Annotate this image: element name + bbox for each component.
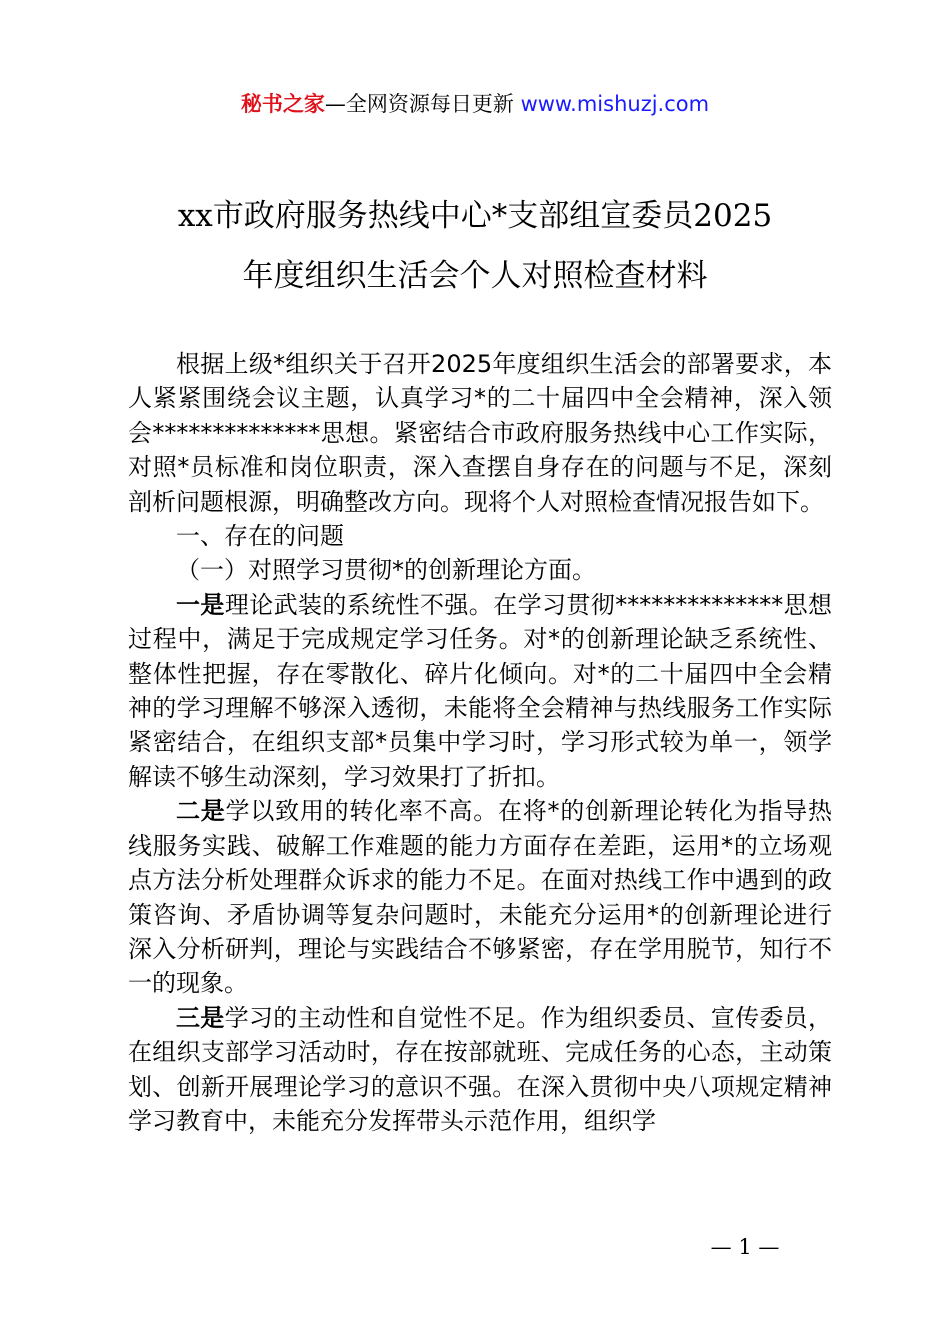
document-body bbox=[128, 347, 832, 1138]
site-tagline: —全网资源每日更新 bbox=[324, 92, 521, 116]
title-line-2: 年度组织生活会个人对照检查材料 bbox=[242, 258, 708, 294]
point-1-lead: 一是 bbox=[176, 590, 225, 619]
document-title bbox=[100, 186, 850, 306]
intro-paragraph: 根据上级*组织关于召开2025年度组织生活会的部署要求，本人紧紧围绕会议主题，认真学习*的二十届四中全会精神，深入领会**************思想。紧密结合市政府服务热线中心工作实际，对照*员标准和岗位职责，深入查摆自身存在的问题与不足，深刻剖析问题根源，明确整改方向。现将个人对照检查情况报告如下。 bbox=[128, 350, 832, 516]
point-2-text: 学以致用的转化率不高。在将*的创新理论转化为指导热线服务实践、破解工作难题的能力方面存在差距，运用*的立场观点方法分析处理群众诉求的能力不足。在面对热线工作中遇到的政策咨询、矛盾协调等复杂问题时，未能充分运用*的创新理论进行深入分析研判，理论与实践结合不够紧密，存在学用脱节，知行不一的现象。 bbox=[128, 797, 833, 998]
point-2-lead: 二是 bbox=[176, 797, 226, 826]
point-1-paragraph bbox=[128, 588, 832, 794]
point-2-paragraph bbox=[128, 794, 832, 1000]
point-3-lead: 三是 bbox=[176, 1003, 225, 1032]
point-3-text: 学习的主动性和自觉性不足。作为组织委员、宣传委员，在组织支部学习活动时，存在按部就班、完成任务的心态，主动策划、创新开展理论学习的意识不强。在深入贯彻中央八项规定精神学习教育中，未能充分发挥带头示范作用，组织学 bbox=[128, 1003, 833, 1135]
site-url-link[interactable]: www.mishuzj.com bbox=[520, 92, 710, 116]
point-3-paragraph bbox=[128, 1001, 832, 1139]
point-1-text: 理论武装的系统性不强。在学习贯彻**************思想过程中，满足于完成规定学习任务。对*的创新理论缺乏系统性、整体性把握，存在零散化、碎片化倾向。对*的二十届四中全会精神的学习理解不够深入透彻，未能将全会精神与热线服务工作实际紧密结合，在组织支部*员集中学习时，学习形式较为单一，领学解读不够生动深刻，学习效果打了折扣。 bbox=[128, 590, 833, 791]
section-heading: 一、存在的问题 bbox=[176, 522, 344, 551]
page-number: — 1 — bbox=[710, 1235, 780, 1259]
header-banner bbox=[0, 86, 950, 122]
subsection-heading: （一）对照学习贯彻*的创新理论方面。 bbox=[176, 556, 596, 585]
title-line-1: xx市政府服务热线中心*支部组宣委员2025 bbox=[177, 198, 773, 234]
site-brand: 秘书之家 bbox=[240, 92, 325, 116]
